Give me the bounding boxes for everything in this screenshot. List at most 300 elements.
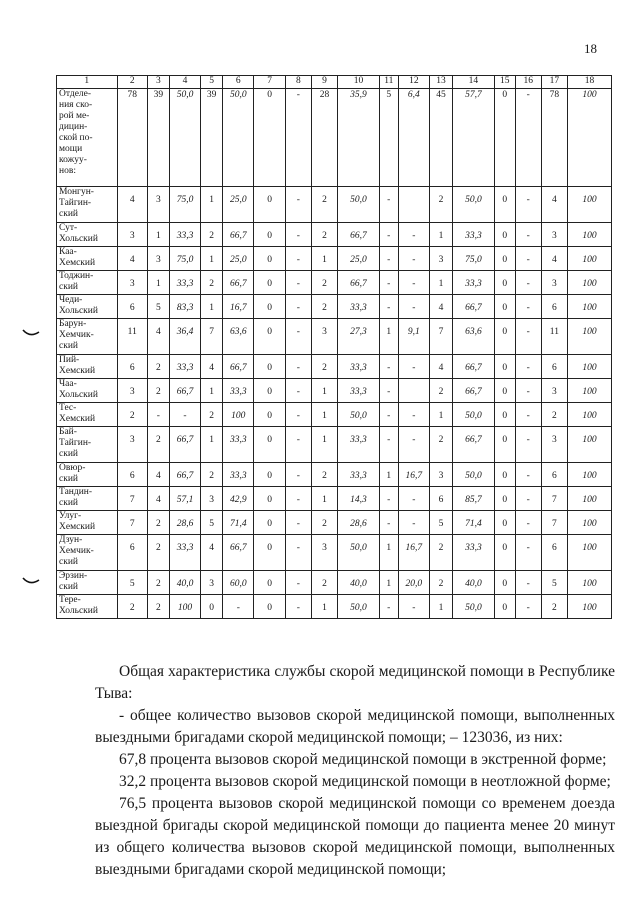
table-cell: 1 xyxy=(311,403,337,427)
table-cell: 0 xyxy=(494,379,515,403)
table-cell: 0 xyxy=(254,319,285,355)
table-cell: 3 xyxy=(117,379,147,403)
table-cell: 33,3 xyxy=(338,427,380,463)
table-cell: - xyxy=(515,511,541,535)
table-cell: 7 xyxy=(430,319,453,355)
table-cell: 50,0 xyxy=(338,595,380,619)
table-cell: 1 xyxy=(379,535,398,571)
table-cell: 33,3 xyxy=(453,535,495,571)
table-cell: 3 xyxy=(117,223,147,247)
table-cell: 40,0 xyxy=(169,571,200,595)
table-cell: 3 xyxy=(201,571,223,595)
table-row xyxy=(57,463,612,487)
table-cell: 0 xyxy=(201,595,223,619)
table-cell: 0 xyxy=(254,271,285,295)
table-cell: - xyxy=(223,595,254,619)
table-cell: 2 xyxy=(311,355,337,379)
table-cell: - xyxy=(285,487,311,511)
table-cell: 2 xyxy=(201,463,223,487)
table-cell: 40,0 xyxy=(453,571,495,595)
table-row xyxy=(57,403,612,427)
table-cell: 1 xyxy=(201,379,223,403)
table-cell: - xyxy=(398,271,429,295)
district-name-cell: Тоджин- ский xyxy=(57,271,118,295)
table-header-cell: 3 xyxy=(147,76,169,89)
table-cell: 20,0 xyxy=(398,571,429,595)
table-cell: 4 xyxy=(117,187,147,223)
table-cell: - xyxy=(379,511,398,535)
district-name-cell: Улуг- Хемский xyxy=(57,511,118,535)
table-cell: 4 xyxy=(201,535,223,571)
table-cell: 50,0 xyxy=(338,535,380,571)
table-cell: 3 xyxy=(311,535,337,571)
table-cell: 1 xyxy=(379,319,398,355)
table-cell: - xyxy=(398,355,429,379)
table-cell: 2 xyxy=(430,187,453,223)
table-cell: 83,3 xyxy=(169,295,200,319)
table-header-cell: 2 xyxy=(117,76,147,89)
table-row xyxy=(57,571,612,595)
table-cell: - xyxy=(515,379,541,403)
table-cell: - xyxy=(515,89,541,187)
table-cell: 66,7 xyxy=(338,223,380,247)
table-cell: 7 xyxy=(117,487,147,511)
table-header-cell: 10 xyxy=(338,76,380,89)
table-cell: 0 xyxy=(254,379,285,403)
table-cell: - xyxy=(515,295,541,319)
table-cell: 2 xyxy=(201,271,223,295)
table-cell: 33,3 xyxy=(338,355,380,379)
table-cell: 0 xyxy=(254,535,285,571)
table-cell: 4 xyxy=(201,355,223,379)
table-row xyxy=(57,535,612,571)
table-cell: 2 xyxy=(430,379,453,403)
table-cell: 66,7 xyxy=(169,379,200,403)
table-cell: 0 xyxy=(494,223,515,247)
table-cell: 40,0 xyxy=(338,571,380,595)
table-cell: 0 xyxy=(494,427,515,463)
table-cell: - xyxy=(398,487,429,511)
table-cell: - xyxy=(398,595,429,619)
table-cell: 1 xyxy=(311,595,337,619)
table-cell: 0 xyxy=(254,511,285,535)
table-cell: 78 xyxy=(541,89,567,187)
table-cell: 7 xyxy=(541,511,567,535)
table-cell: 33,3 xyxy=(338,463,380,487)
table-cell: - xyxy=(285,403,311,427)
table-cell: 66,7 xyxy=(223,535,254,571)
table-cell: 50,0 xyxy=(338,403,380,427)
table-cell: - xyxy=(379,487,398,511)
table-header-cell: 15 xyxy=(494,76,515,89)
table-cell: - xyxy=(285,187,311,223)
table-row xyxy=(57,89,612,187)
table-cell: 100 xyxy=(567,223,611,247)
table-cell: 100 xyxy=(567,271,611,295)
table-row xyxy=(57,187,612,223)
table-cell: 1 xyxy=(311,247,337,271)
table-cell: 3 xyxy=(541,427,567,463)
table-cell: 1 xyxy=(311,427,337,463)
table-cell: - xyxy=(515,487,541,511)
table-header-cell: 5 xyxy=(201,76,223,89)
table-cell: - xyxy=(398,295,429,319)
table-cell: 4 xyxy=(430,295,453,319)
table-cell: 33,3 xyxy=(169,271,200,295)
table-cell: - xyxy=(398,403,429,427)
table-cell: 2 xyxy=(311,295,337,319)
table-cell: - xyxy=(285,295,311,319)
district-name-cell: Бай- Тайгин- ский xyxy=(57,427,118,463)
table-cell: - xyxy=(515,187,541,223)
table-cell: 2 xyxy=(430,427,453,463)
table-cell: 33,3 xyxy=(453,271,495,295)
table-cell: 11 xyxy=(541,319,567,355)
table-cell: 0 xyxy=(254,355,285,379)
table-cell: 4 xyxy=(541,247,567,271)
district-name-cell: Эрзин- ский xyxy=(57,571,118,595)
body-text xyxy=(95,661,615,881)
table-cell: 25,0 xyxy=(338,247,380,271)
table-cell: - xyxy=(515,427,541,463)
table-cell: 3 xyxy=(430,247,453,271)
district-name-cell: Монгун- Тайгин- ский xyxy=(57,187,118,223)
table-cell: - xyxy=(285,247,311,271)
table-cell: 5 xyxy=(117,571,147,595)
table-cell: 6 xyxy=(117,295,147,319)
table-cell: - xyxy=(515,571,541,595)
table-row xyxy=(57,355,612,379)
table-cell: 4 xyxy=(147,463,169,487)
table-cell: 66,7 xyxy=(169,427,200,463)
table-cell: 57,7 xyxy=(453,89,495,187)
table-cell: 1 xyxy=(430,271,453,295)
table-cell: 66,7 xyxy=(223,223,254,247)
table-cell: 66,7 xyxy=(338,271,380,295)
table-cell: 39 xyxy=(147,89,169,187)
table-cell: 50,0 xyxy=(453,403,495,427)
table-cell: 0 xyxy=(494,187,515,223)
table-cell: 0 xyxy=(494,319,515,355)
table-cell: 0 xyxy=(494,571,515,595)
table-cell: 33,3 xyxy=(169,223,200,247)
table-cell: 2 xyxy=(311,187,337,223)
table-cell: 66,7 xyxy=(453,295,495,319)
table-header-cell: 1 xyxy=(57,76,118,89)
table-cell: 28,6 xyxy=(169,511,200,535)
margin-check-mark xyxy=(22,576,40,586)
table-cell: 75,0 xyxy=(453,247,495,271)
table-cell: 0 xyxy=(254,223,285,247)
table-cell: 100 xyxy=(567,295,611,319)
statistics-table xyxy=(56,75,612,619)
table-cell: - xyxy=(379,187,398,223)
table-cell: 63,6 xyxy=(453,319,495,355)
table-cell: 0 xyxy=(254,403,285,427)
table-cell: 71,4 xyxy=(453,511,495,535)
table-cell: - xyxy=(285,427,311,463)
table-cell: - xyxy=(379,247,398,271)
table-header-cell: 4 xyxy=(169,76,200,89)
table-cell: 33,3 xyxy=(223,427,254,463)
table-cell: 100 xyxy=(567,427,611,463)
table-cell: 42,9 xyxy=(223,487,254,511)
table-cell: 3 xyxy=(117,427,147,463)
table-header-cell: 18 xyxy=(567,76,611,89)
table-cell: 0 xyxy=(494,247,515,271)
table-cell: - xyxy=(285,319,311,355)
table-cell: - xyxy=(379,271,398,295)
table-cell: - xyxy=(285,223,311,247)
table-cell: 6 xyxy=(117,535,147,571)
table-cell: 2 xyxy=(311,511,337,535)
table-cell: 75,0 xyxy=(169,187,200,223)
table-cell: - xyxy=(285,511,311,535)
table-cell: 0 xyxy=(254,463,285,487)
table-cell: 36,4 xyxy=(169,319,200,355)
table-cell: 3 xyxy=(147,247,169,271)
table-cell: 6 xyxy=(541,355,567,379)
table-cell: - xyxy=(515,355,541,379)
table-cell: - xyxy=(398,427,429,463)
table-cell: 1 xyxy=(430,595,453,619)
paragraph: 32,2 процента вызовов скорой медицинской помощи в неотложной форме; xyxy=(119,773,611,790)
table-row xyxy=(57,595,612,619)
table-cell: 1 xyxy=(201,247,223,271)
table-cell: 33,3 xyxy=(338,379,380,403)
table-cell: 11 xyxy=(117,319,147,355)
table-cell: 0 xyxy=(494,535,515,571)
table-cell: 2 xyxy=(147,355,169,379)
table-header-cell: 6 xyxy=(223,76,254,89)
district-name-cell: Чеди- Хольский xyxy=(57,295,118,319)
table-cell: 100 xyxy=(567,355,611,379)
table-cell: 85,7 xyxy=(453,487,495,511)
paragraph: - общее количество вызовов скорой медицинской помощи, выполненных выездными бригадами скорой медицинской помощи; – 123036, из них: xyxy=(95,707,615,746)
table-cell: 5 xyxy=(147,295,169,319)
table-row xyxy=(57,223,612,247)
table-cell: 16,7 xyxy=(398,535,429,571)
table-cell: 1 xyxy=(147,271,169,295)
table-cell: 66,7 xyxy=(223,355,254,379)
table-cell: 45 xyxy=(430,89,453,187)
table-cell: 100 xyxy=(567,187,611,223)
table-cell: - xyxy=(285,463,311,487)
table-cell: 3 xyxy=(541,379,567,403)
table-header-cell: 16 xyxy=(515,76,541,89)
table-cell: 1 xyxy=(430,403,453,427)
table-cell: 4 xyxy=(541,187,567,223)
district-name-cell: Тере- Хольский xyxy=(57,595,118,619)
table-cell: - xyxy=(379,295,398,319)
table-cell: 6 xyxy=(541,463,567,487)
district-name-cell: Отделе- ния ско- рой ме- дицин- ской по- мощи кожуу- нов: xyxy=(57,89,118,187)
table-cell: 0 xyxy=(494,463,515,487)
table-cell: 0 xyxy=(254,571,285,595)
table-cell: 0 xyxy=(254,187,285,223)
table-cell: 0 xyxy=(254,427,285,463)
table-cell: 63,6 xyxy=(223,319,254,355)
table-cell: 100 xyxy=(567,319,611,355)
table-cell: 1 xyxy=(201,295,223,319)
table-cell: 2 xyxy=(147,511,169,535)
table-cell: 3 xyxy=(147,187,169,223)
table-cell: 50,0 xyxy=(338,187,380,223)
table-cell: 100 xyxy=(567,463,611,487)
table-cell: 0 xyxy=(494,511,515,535)
table-cell: 2 xyxy=(311,271,337,295)
table-row xyxy=(57,271,612,295)
section-heading: Общая характеристика службы скорой медицинской помощи в Республике Тыва: xyxy=(95,663,615,702)
table-cell: 7 xyxy=(117,511,147,535)
table-cell: 100 xyxy=(567,403,611,427)
table-cell: - xyxy=(285,535,311,571)
table-cell: 3 xyxy=(541,223,567,247)
table-cell: 5 xyxy=(541,571,567,595)
table-cell: 100 xyxy=(567,379,611,403)
table-cell: 33,3 xyxy=(169,535,200,571)
table-cell: 1 xyxy=(379,571,398,595)
table-header-cell: 8 xyxy=(285,76,311,89)
table-cell: 66,7 xyxy=(453,379,495,403)
table-cell: 2 xyxy=(117,595,147,619)
table-cell: 4 xyxy=(430,355,453,379)
table-header-cell: 14 xyxy=(453,76,495,89)
table-header-cell: 17 xyxy=(541,76,567,89)
table-cell: 0 xyxy=(494,89,515,187)
table-cell: 3 xyxy=(541,271,567,295)
table-cell: 6 xyxy=(541,535,567,571)
table-cell: 33,3 xyxy=(169,355,200,379)
table-cell: 2 xyxy=(201,403,223,427)
table-cell: 2 xyxy=(201,223,223,247)
table-header-cell: 11 xyxy=(379,76,398,89)
table-cell: 5 xyxy=(201,511,223,535)
table-cell: - xyxy=(515,535,541,571)
table-cell: 25,0 xyxy=(223,187,254,223)
table-cell: 100 xyxy=(567,247,611,271)
table-cell: 0 xyxy=(494,487,515,511)
table-cell: 39 xyxy=(201,89,223,187)
table-cell: 2 xyxy=(311,571,337,595)
table-cell: 100 xyxy=(567,89,611,187)
table-cell: - xyxy=(515,271,541,295)
table-row xyxy=(57,427,612,463)
table-cell: 6 xyxy=(541,295,567,319)
table-cell: 2 xyxy=(147,379,169,403)
table-cell: 0 xyxy=(494,595,515,619)
table-cell: - xyxy=(515,463,541,487)
table-cell: 1 xyxy=(379,463,398,487)
table-row xyxy=(57,379,612,403)
table-cell: 25,0 xyxy=(223,247,254,271)
table-cell: 100 xyxy=(567,571,611,595)
table-cell: 0 xyxy=(494,355,515,379)
district-name-cell: Барун- Хемчик- ский xyxy=(57,319,118,355)
table-header-cell: 13 xyxy=(430,76,453,89)
table-cell: 33,3 xyxy=(223,463,254,487)
table-cell xyxy=(398,379,429,403)
table-cell: 0 xyxy=(494,403,515,427)
table-cell: 3 xyxy=(311,319,337,355)
table-cell: - xyxy=(379,379,398,403)
table-cell: - xyxy=(285,379,311,403)
table-cell: 5 xyxy=(379,89,398,187)
district-name-cell: Пий- Хемский xyxy=(57,355,118,379)
table-cell: 66,7 xyxy=(453,355,495,379)
table-header-row xyxy=(57,76,612,89)
table-cell: 1 xyxy=(311,379,337,403)
district-name-cell: Дзун- Хемчик- ский xyxy=(57,535,118,571)
table-cell: 0 xyxy=(254,295,285,319)
table-cell: 100 xyxy=(567,487,611,511)
table-cell: 2 xyxy=(430,571,453,595)
table-cell: 1 xyxy=(201,427,223,463)
table-cell: 33,3 xyxy=(453,223,495,247)
district-name-cell: Тандин- ский xyxy=(57,487,118,511)
table-row xyxy=(57,511,612,535)
table-cell: 6 xyxy=(430,487,453,511)
table-cell: 60,0 xyxy=(223,571,254,595)
table-cell: 2 xyxy=(311,223,337,247)
table-cell: 2 xyxy=(430,535,453,571)
table-header-cell: 9 xyxy=(311,76,337,89)
table-cell: - xyxy=(285,355,311,379)
table-cell: 6,4 xyxy=(398,89,429,187)
table-row xyxy=(57,487,612,511)
table-cell: 16,7 xyxy=(223,295,254,319)
table-cell: - xyxy=(398,511,429,535)
table-cell: 9,1 xyxy=(398,319,429,355)
table-cell: 50,0 xyxy=(453,463,495,487)
table-cell: 0 xyxy=(494,271,515,295)
table-cell: 2 xyxy=(541,403,567,427)
table-cell: 100 xyxy=(567,511,611,535)
district-name-cell: Чаа- Хольский xyxy=(57,379,118,403)
table-cell: 3 xyxy=(201,487,223,511)
table-header-cell: 12 xyxy=(398,76,429,89)
table-cell: 3 xyxy=(117,271,147,295)
table-cell: 0 xyxy=(494,295,515,319)
margin-check-mark xyxy=(22,328,40,338)
table-cell: 100 xyxy=(567,595,611,619)
table-cell: 100 xyxy=(169,595,200,619)
table-cell: 0 xyxy=(254,487,285,511)
table-cell: 50,0 xyxy=(169,89,200,187)
table-cell: 50,0 xyxy=(223,89,254,187)
table-cell: 2 xyxy=(147,535,169,571)
district-name-cell: Овюр- ский xyxy=(57,463,118,487)
table-header-cell: 7 xyxy=(254,76,285,89)
table-cell: 3 xyxy=(430,463,453,487)
table-cell: 0 xyxy=(254,89,285,187)
table-cell: 0 xyxy=(254,595,285,619)
table-cell: 57,1 xyxy=(169,487,200,511)
table-cell: 4 xyxy=(117,247,147,271)
table-body xyxy=(57,89,612,619)
table-row xyxy=(57,319,612,355)
table-cell: - xyxy=(285,595,311,619)
table-cell: 50,0 xyxy=(453,187,495,223)
table-cell: - xyxy=(379,403,398,427)
table-cell: 100 xyxy=(567,535,611,571)
table-cell: 66,7 xyxy=(223,271,254,295)
table-cell: - xyxy=(285,571,311,595)
table-cell: - xyxy=(398,223,429,247)
table-cell xyxy=(398,187,429,223)
table-cell: 66,7 xyxy=(453,427,495,463)
table-cell: - xyxy=(147,403,169,427)
